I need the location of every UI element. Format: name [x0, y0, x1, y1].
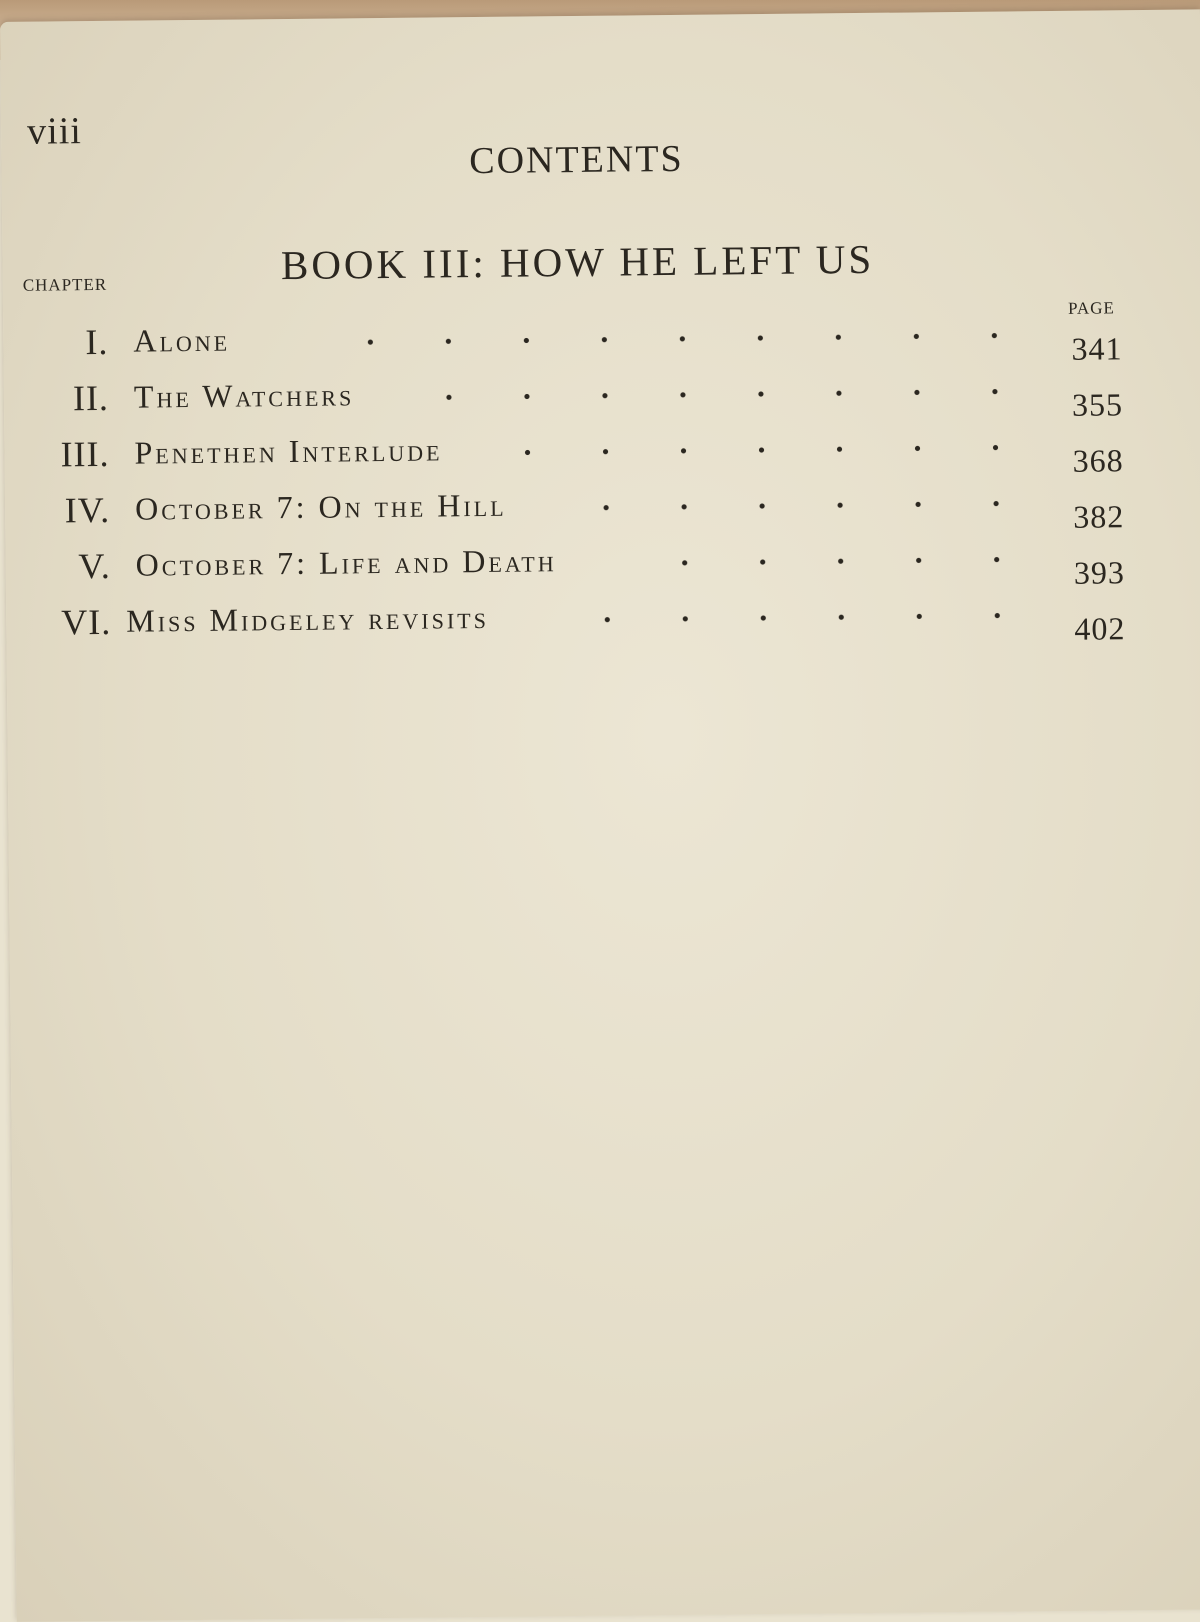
- page-column-label: PAGE: [1067, 298, 1115, 318]
- chapter-numeral: I.: [85, 321, 109, 363]
- chapter-numeral: V.: [78, 545, 111, 587]
- dot-leader: [333, 329, 1033, 348]
- dot-leader: [586, 609, 1036, 626]
- chapter-title: October 7: On the Hill: [134, 486, 507, 527]
- chapter-column-label: CHAPTER: [22, 274, 108, 295]
- contents-heading: CONTENTS: [469, 137, 684, 183]
- toc-entry-6: [6, 590, 1157, 658]
- chapter-title: Alone: [133, 321, 231, 359]
- chapter-page: 382: [1073, 498, 1125, 535]
- chapter-title: Penethen Interlude: [134, 431, 443, 471]
- chapter-numeral: VI.: [61, 601, 112, 643]
- chapter-page: 402: [1074, 610, 1126, 647]
- chapter-title: The Watchers: [133, 376, 355, 415]
- dot-leader: [504, 441, 1034, 459]
- chapter-title: October 7: Life and Death: [135, 542, 557, 583]
- dot-leader: [585, 497, 1035, 514]
- chapter-numeral: II.: [72, 377, 110, 419]
- chapter-page: 393: [1073, 554, 1126, 591]
- book-heading: BOOK III: HOW HE LEFT US: [280, 235, 875, 289]
- dot-leader: [424, 385, 1034, 403]
- chapter-page: 341: [1071, 330, 1123, 367]
- chapter-numeral: III.: [60, 433, 110, 475]
- dot-leader: [666, 553, 1036, 569]
- page-number: viii: [26, 110, 83, 153]
- chapter-numeral: IV.: [64, 489, 111, 531]
- chapter-page: 355: [1071, 386, 1124, 423]
- chapter-page: 368: [1072, 442, 1124, 479]
- book-page: [0, 9, 1200, 1621]
- chapter-title: Miss Midgeley revisits: [126, 598, 490, 639]
